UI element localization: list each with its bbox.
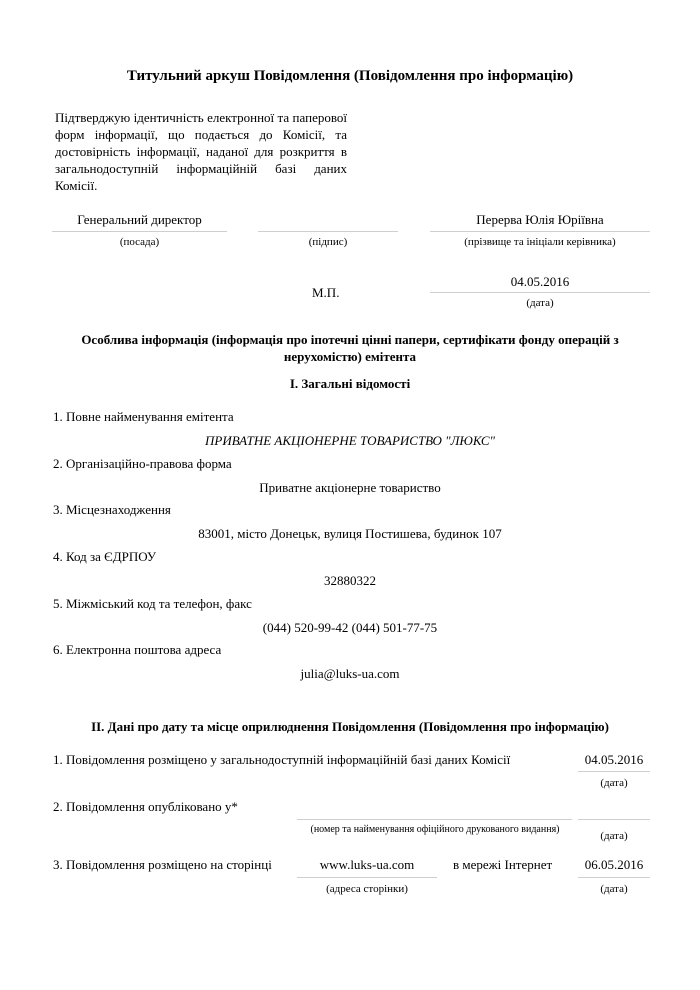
db-posted-date-caption: (дата) — [600, 777, 628, 789]
location-value: 83001, місто Донецьк, вулиця Постишева, будинок 107 — [198, 526, 502, 541]
legal-form-value: Приватне акціонерне товариство — [259, 480, 441, 495]
legal-form-label: 2. Організаційно-правова форма — [53, 456, 232, 471]
internet-text: в мережі Інтернет — [453, 857, 553, 872]
location-label: 3. Місцезнаходження — [53, 502, 171, 517]
webpage-date-caption: (дата) — [600, 883, 628, 895]
issuer-name-label: 1. Повне найменування емітента — [53, 409, 234, 424]
db-posted-label: 1. Повідомлення розміщено у загальнодоступній інформаційній базі даних Комісії — [53, 752, 511, 767]
head-name-value: Перерва Юлія Юріївна — [476, 212, 604, 227]
edrpou-label: 4. Код за ЄДРПОУ — [53, 549, 157, 564]
published-in-label: 2. Повідомлення опубліковано у* — [53, 799, 238, 814]
signature-caption: (підпис) — [308, 236, 348, 248]
signature-date-caption: (дата) — [526, 297, 554, 309]
special-info-heading: Особлива інформація (інформація про іпотечні цінні папери, сертифікати фонду операцій з нерухомістю) емітента — [81, 332, 619, 364]
db-posted-date-line — [578, 771, 650, 772]
signature-date-value: 04.05.2016 — [510, 274, 570, 289]
email-label: 6. Електронна поштова адреса — [53, 642, 222, 657]
webpage-url-line — [297, 877, 437, 878]
edrpou-value: 32880322 — [324, 573, 376, 588]
publication-date-caption: (дата) — [600, 830, 628, 842]
confirmation-text: Підтверджую ідентичність електронної та паперової форм інформації, що подається до Комісії, та достовірність інформації, наданої для розкриття в загальнодоступній інформаційній базі даних Комісії. — [55, 110, 347, 193]
webpage-date-line — [578, 877, 650, 878]
publication-line — [297, 819, 572, 820]
stamp-place: М.П. — [312, 285, 340, 300]
publication-date-line — [578, 819, 650, 820]
section1-heading: І. Загальні відомості — [289, 376, 411, 391]
phone-label: 5. Міжміський код та телефон, факс — [53, 596, 252, 611]
signature-line — [258, 231, 398, 232]
name-caption: (прізвище та ініціали керівника) — [464, 236, 616, 248]
position-caption: (посада) — [119, 236, 160, 248]
position-line — [52, 231, 227, 232]
publication-caption: (номер та найменування офіційного друкованого видання) — [310, 824, 560, 835]
webpage-label: 3. Повідомлення розміщено на сторінці — [53, 857, 272, 872]
document-title: Титульний аркуш Повідомлення (Повідомлення про інформацію) — [126, 68, 574, 84]
email-value: julia@luks-ua.com — [300, 666, 400, 681]
webpage-date: 06.05.2016 — [584, 857, 644, 872]
db-posted-date: 04.05.2016 — [584, 752, 644, 767]
phone-value: (044) 520-99-42 (044) 501-77-75 — [262, 620, 438, 635]
webpage-url-caption: (адреса сторінки) — [326, 883, 408, 895]
name-line — [430, 231, 650, 232]
webpage-url: www.luks-ua.com — [319, 857, 415, 872]
section2-heading: ІІ. Дані про дату та місце оприлюднення Повідомлення (Повідомлення про інформацію) — [91, 719, 609, 734]
position-value: Генеральний директор — [77, 212, 202, 227]
date-line — [430, 292, 650, 293]
issuer-name-value: ПРИВАТНЕ АКЦІОНЕРНЕ ТОВАРИСТВО "ЛЮКС" — [205, 433, 495, 448]
